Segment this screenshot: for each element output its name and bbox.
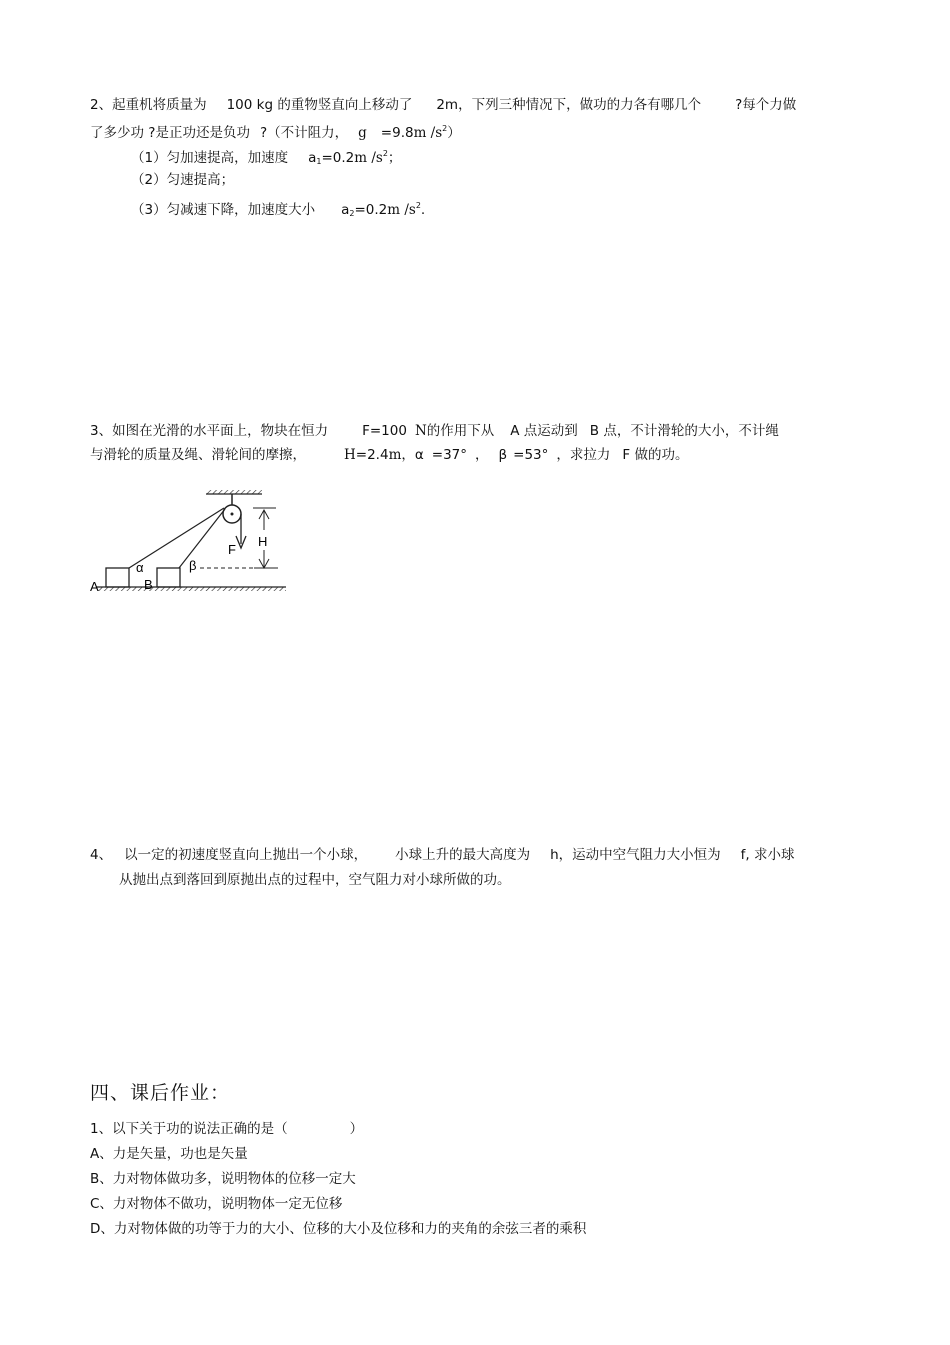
hw1-option-b: B、力对物体做功多，说明物体的位移一定大	[90, 1171, 356, 1187]
q2-text: ）	[447, 125, 461, 141]
q3-text: ，	[475, 447, 489, 463]
h-label: H	[258, 534, 268, 549]
q2-text: ?每个力做	[735, 97, 797, 113]
case-2-label: （2）匀速提高；	[131, 172, 235, 188]
q4-text: 小球上升的最大高度为	[395, 847, 531, 863]
q2-case-2	[131, 171, 234, 189]
q4-text: 从抛出点到落回到原抛出点的过程中，空气阻力对小球所做的功。	[119, 872, 511, 888]
q4-number: 4、	[90, 847, 113, 863]
q3-beta: β	[498, 447, 508, 463]
hw1-option-a: A、力是矢量，功也是矢量	[90, 1146, 248, 1162]
q2-text: 2、起重机将质量为	[90, 97, 207, 113]
q2-line-2	[90, 120, 461, 142]
q3-line-1	[90, 422, 779, 440]
force-label: F	[228, 542, 236, 557]
case-3-value: =0.2	[354, 202, 388, 218]
q2-text: ?（不计阻力，	[259, 125, 349, 141]
q2-distance: 2m	[436, 97, 459, 113]
q3-H-value: =2.4	[355, 447, 389, 463]
q4-text: f, 求小球	[740, 847, 795, 863]
q3-text: A 点运动到	[510, 423, 578, 439]
q3-text: F 做的功。	[622, 447, 689, 463]
case-3-end: .	[420, 202, 426, 218]
case-3-exponent: 2	[415, 201, 421, 210]
q2-case-1	[131, 145, 401, 171]
section-title: 四、课后作业：	[90, 1082, 231, 1104]
q2-text: 了多少功 ?是正功还是负功	[90, 125, 250, 141]
q3-alpha-value: =37°	[431, 447, 468, 463]
hw1-stem-text: 1、以下关于功的说法正确的是（	[90, 1121, 288, 1137]
q4-text: 以一定的初速度竖直向上抛出一个小球，	[124, 847, 368, 863]
q3-unit: N	[414, 423, 427, 439]
beta-label: β	[189, 558, 197, 573]
rope-to-B	[179, 509, 225, 568]
q3-text: 的作用下从	[426, 423, 495, 439]
case-3-var: a	[341, 202, 350, 218]
case-1-sub: 1	[316, 157, 322, 166]
q4-line-2	[119, 871, 511, 889]
case-1-var: a	[308, 150, 317, 166]
q3-H: H	[344, 447, 356, 463]
case-1-exponent: 2	[382, 149, 388, 158]
q3-H-unit: m	[388, 447, 402, 463]
q3-beta-value: =53°	[513, 447, 549, 463]
q2-text: 的重物竖直向上移动了	[277, 97, 413, 113]
q3-text: 3、如图在光滑的水平面上，物块在恒力	[90, 423, 329, 439]
pulley-axle	[231, 513, 234, 516]
q3-text: B 点，不计滑轮的大小，不计绳	[589, 423, 779, 439]
point-B-label: B	[144, 577, 153, 592]
point-A-label: A	[90, 579, 99, 594]
q2-text: ，下列三种情况下，做功的力各有哪几个	[458, 97, 702, 113]
rope-to-A	[129, 508, 224, 568]
q2-g-symbol: g	[358, 125, 367, 141]
ceiling-hatch	[206, 490, 262, 494]
block-A	[106, 568, 129, 587]
q2-case-3	[131, 197, 425, 223]
q2-mass: 100 kg	[226, 97, 274, 113]
case-3-unit: m /s	[387, 202, 416, 218]
case-3-sub: 2	[349, 209, 355, 218]
block-B	[157, 568, 180, 587]
q2-g-unit: m /s	[413, 125, 443, 141]
q2-line-1	[90, 96, 796, 114]
hw1-option-d: D、力对物体做的功等于力的大小、位移的大小及位移和力的夹角的余弦三者的乘积	[90, 1221, 587, 1237]
case-1-unit: m /s	[354, 150, 383, 166]
case-1-label: （1）匀加速提高，加速度	[131, 150, 289, 166]
q3-alpha: ，α	[401, 447, 424, 463]
alpha-label: α	[136, 560, 144, 575]
q3-text: 与滑轮的质量及绳、滑轮间的摩擦，	[90, 447, 306, 463]
case-1-end: ；	[387, 150, 402, 166]
pulley-figure	[88, 488, 298, 598]
case-3-label: （3）匀减速下降，加速度大小	[131, 202, 316, 218]
hw1-stem-end: ）	[349, 1121, 364, 1137]
case-1-value: =0.2	[321, 150, 355, 166]
ground-hatch	[96, 587, 286, 591]
q3-force: F=100	[362, 423, 407, 439]
hw1-stem	[90, 1120, 363, 1138]
q2-g-value: =9.8	[380, 125, 414, 141]
q4-text: h，运动中空气阻力大小恒为	[550, 847, 721, 863]
q3-text: ，求拉力	[556, 447, 611, 463]
hw1-option-c: C、力对物体不做功，说明物体一定无位移	[90, 1196, 343, 1212]
q3-line-2	[90, 446, 688, 464]
q2-exponent: 2	[442, 124, 448, 133]
q4-line-1	[90, 846, 795, 864]
